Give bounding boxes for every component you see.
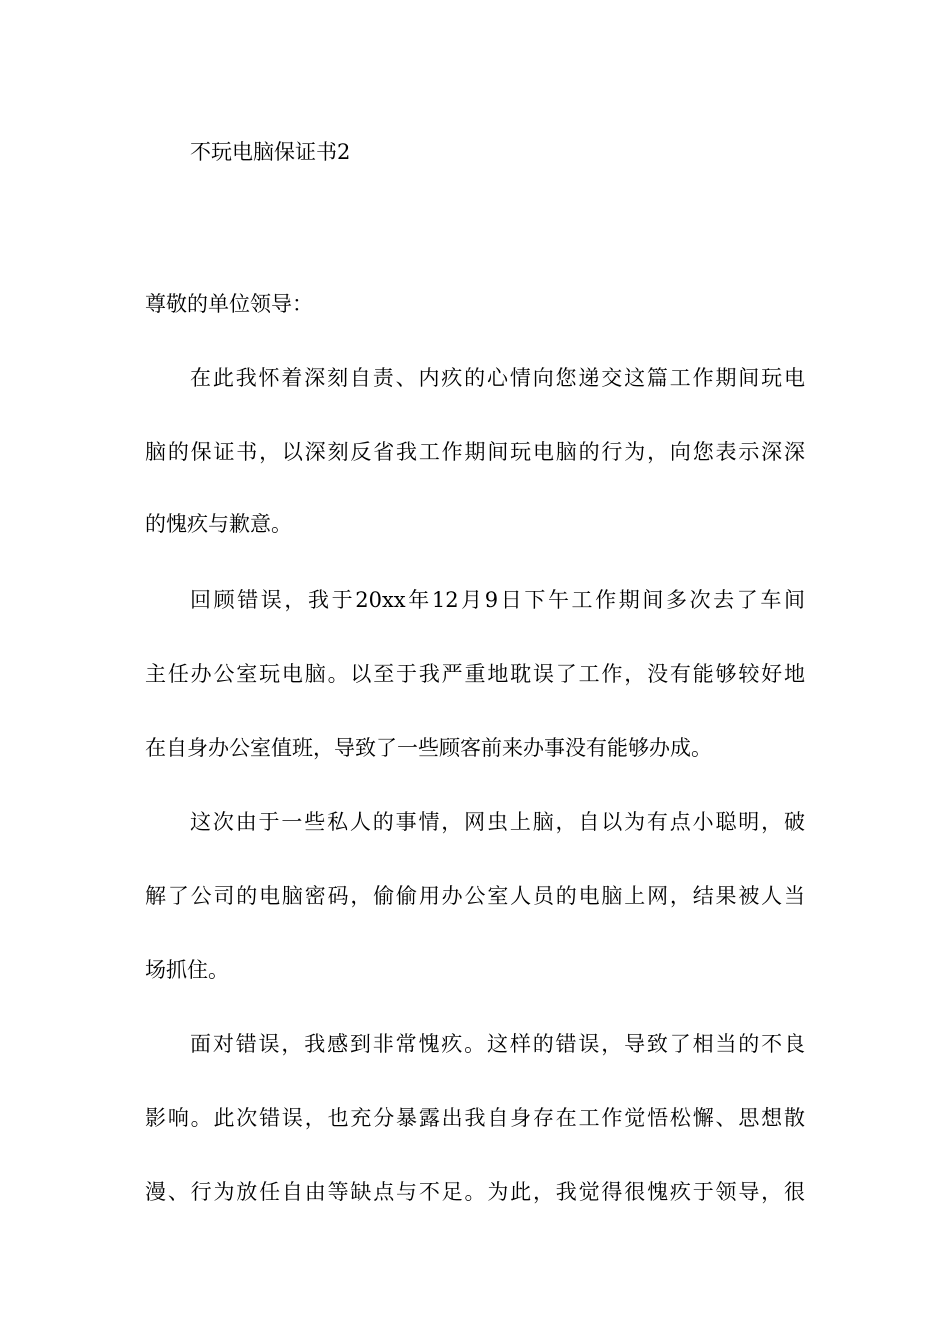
paragraph-line: 主任办公室玩电脑。以至于我严重地耽误了工作，没有能够较好地 [145,662,805,686]
paragraph-line: 在自身办公室值班，导致了一些顾客前来办事没有能够办成。 [145,736,712,760]
paragraph-line: 面对错误，我感到非常愧疚。这样的错误，导致了相当的不良 [190,1032,805,1056]
paragraph-line: 在此我怀着深刻自责、内疚的心情向您递交这篇工作期间玩电 [190,366,805,390]
paragraph-line: 解了公司的电脑密码，偷偷用办公室人员的电脑上网，结果被人当 [145,884,805,908]
paragraph-line: 影响。此次错误，也充分暴露出我自身存在工作觉悟松懈、思想散 [145,1106,805,1130]
salutation: 尊敬的单位领导： [145,292,313,316]
paragraph-line: 漫、行为放任自由等缺点与不足。为此，我觉得很愧疚于领导，很 [145,1180,805,1204]
paragraph-line: 场抓住。 [145,958,229,982]
paragraph-line: 这次由于一些私人的事情，网虫上脑，自以为有点小聪明，破 [190,810,805,834]
paragraph-line: 的愧疚与歉意。 [145,512,292,536]
paragraph-line: 脑的保证书，以深刻反省我工作期间玩电脑的行为，向您表示深深 [145,440,805,464]
document-title: 不玩电脑保证书2 [190,140,351,164]
paragraph-line: 回顾错误，我于20xx年12月9日下午工作期间多次去了车间 [190,588,805,612]
